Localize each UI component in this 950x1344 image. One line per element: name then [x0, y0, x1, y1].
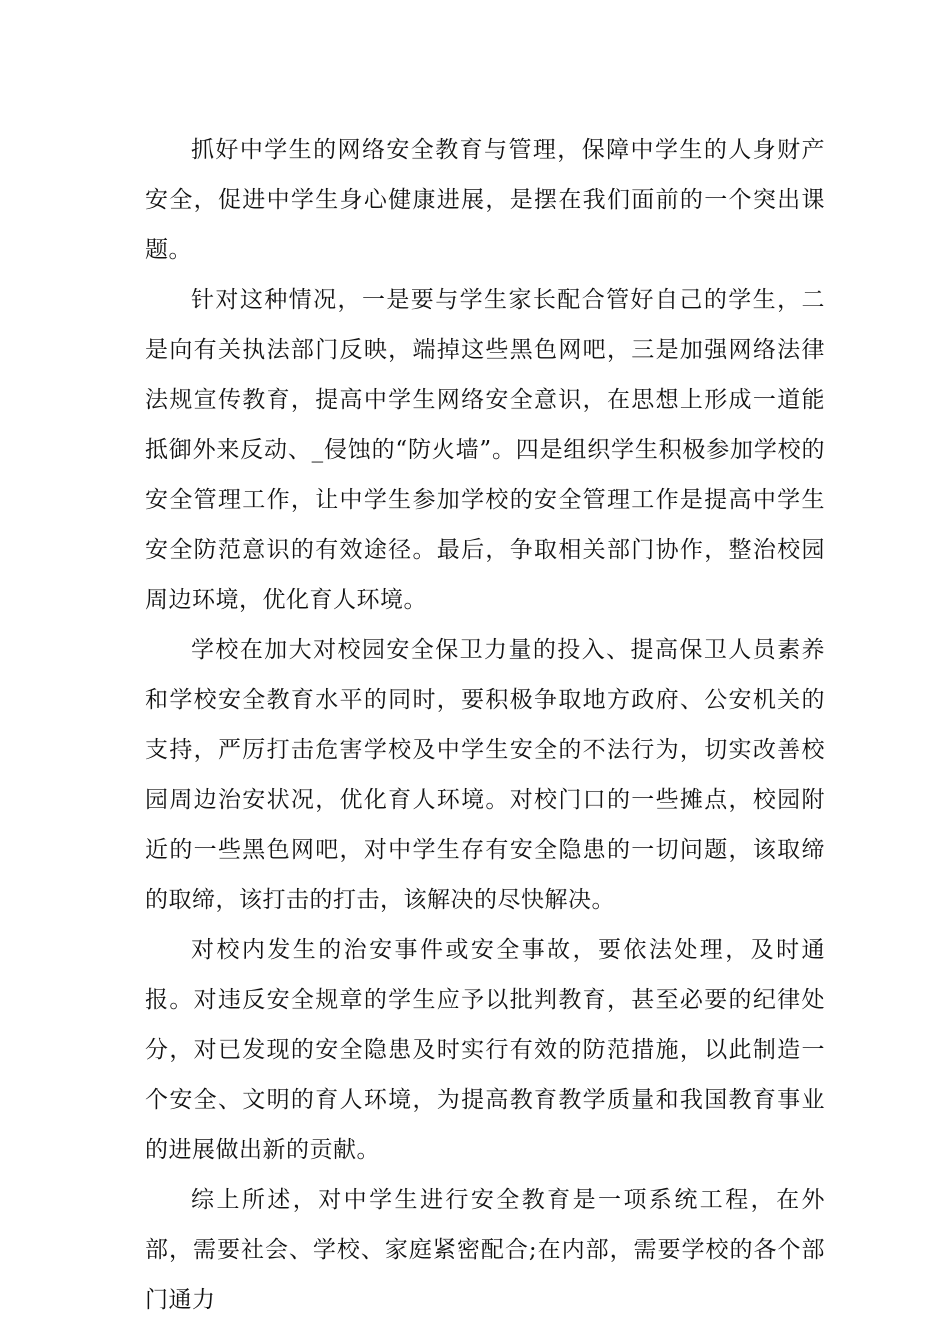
paragraph-5: 综上所述，对中学生进行安全教育是一项系统工程，在外部，需要社会、学校、家庭紧密配合;在内部，需要学校的各个部门通力: [145, 1187, 825, 1313]
paragraph-4: 对校内发生的治安事件或安全事故，要依法处理，及时通报。对违反安全规章的学生应予以批判教育，甚至必要的纪律处分，对已发现的安全隐患及时实行有效的防范措施，以此制造一个安全、文明的育人环境，为提高教育教学质量和我国教育事业的进展做出新的贡献。: [145, 937, 825, 1163]
document-body: [145, 125, 825, 1325]
paragraph-2: 针对这种情况，一是要与学生家长配合管好自己的学生，二是向有关执法部门反映，端掉这些黑色网吧，三是加强网络法律法规宣传教育，提高中学生网络安全意识，在思想上形成一道能抵御外来反动、_侵蚀的“防火墙”。四是组织学生积极参加学校的安全管理工作，让中学生参加学校的安全管理工作是提高中学生安全防范意识的有效途径。最后，争取相关部门协作，整治校园周边环境，优化育人环境。: [145, 287, 825, 613]
paragraph-1: 抓好中学生的网络安全教育与管理，保障中学生的人身财产安全，促进中学生身心健康进展，是摆在我们面前的一个突出课题。: [145, 137, 825, 263]
paragraph-3: 学校在加大对校园安全保卫力量的投入、提高保卫人员素养和学校安全教育水平的同时，要积极争取地方政府、公安机关的支持，严厉打击危害学校及中学生安全的不法行为，切实改善校园周边治安状况，优化育人环境。对校门口的一些摊点，校园附近的一些黑色网吧，对中学生存有安全隐患的一切问题，该取缔的取缔，该打击的打击，该解决的尽快解决。: [145, 637, 825, 913]
